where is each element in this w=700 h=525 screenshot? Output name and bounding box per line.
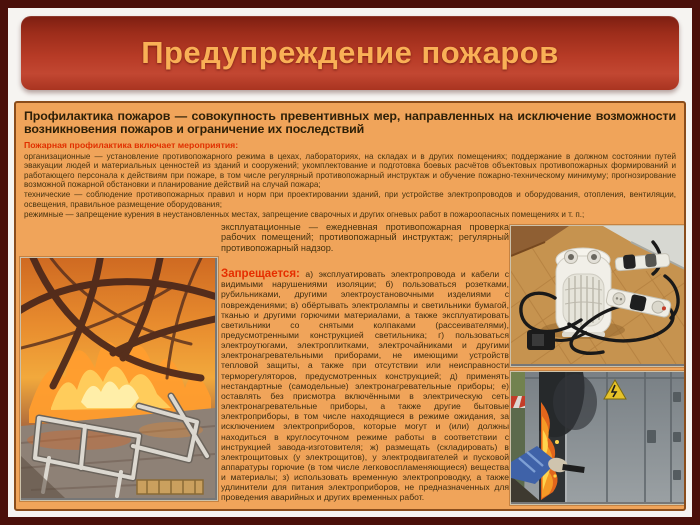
prohibited-paragraph <box>221 269 509 503</box>
overloaded-sockets-heater-photo <box>510 225 686 367</box>
content-panel <box>14 101 686 511</box>
burning-electrical-cabinet-photo <box>510 371 686 505</box>
heater-illustration <box>511 226 686 364</box>
measure-organizational: организационные — установление противопожарного режима в цехах, лабораториях, на складах и в других помещениях; поддержание в должном состоянии путей эвакуации людей и материальных ценностей из зданий и сооружений; укомплектование и подготовка боевых расчётов объектовых противопожарных формирований и работающего персонала к действиям при пожаре, в том числе регулярный противопожарный инструктаж и обучение пожарно-техническому минимуму; прогнозирование возможной пожарной обстановки и планирование действий на случай пожара; <box>24 151 676 190</box>
three-column-area <box>24 221 676 507</box>
middle-text-column <box>221 222 509 503</box>
fire-debris-illustration <box>21 258 215 498</box>
title-banner <box>21 16 679 90</box>
prohibited-text: а) эксплуатировать электропровода и кабели с видимыми нарушениями изоляции; б) пользоваться розетками, рубильниками, другими электроустановочными изделиями с повреждениями; в) обёртывать электролампы и светильники бумагой, тканью и другими горючими материалами, а также эксплуатировать светильники со снятыми колпаками (рассеивателями), предусмотренными конструкцией светильника; г) пользоваться электроутюгами, электроплитками, электрочайниками и другими электронагревательными приборами, не имеющими устройств тепловой защиты, а также при отсутствии или неисправности терморегуляторов, предусмотренных конструкцией; д) применять нестандартные (самодельные) электронагревательные приборы; е) оставлять без присмотра включёнными в электрическую сеть электронагревательные приборы, а также другие бытовые электроприборы, в том числе находящиеся в режиме ожидания, за исключением электроприборов, которые могут и (или) должны находиться в круглосуточном режиме работы в соответствии с инструкцией завода-изготовителя; ж) размещать (складировать) в электрощитовых (у электрощитов), у электродвигателей и пусковой аппаратуры горючие (в том числе легковоспламеняющиеся) вещества и материалы; з) использовать временную электропроводку, а также удлинители для питания электроприборов, не предназначенных для проведения аварийных и других временных работ. <box>221 269 509 503</box>
fire-debris-photo <box>20 257 218 501</box>
page-title: Предупреждение пожаров <box>141 35 559 70</box>
cabinet-illustration <box>511 372 686 502</box>
prohibited-heading: Запрещается: <box>221 268 300 281</box>
measure-operational: эксплуатационные — ежедневная противопожарная проверка рабочих помещений; противопожарный инструктаж; регулярный противопожарный надзор. <box>221 221 509 254</box>
measure-regime: режимные — запрещение курения в неустановленных местах, запрещение сварочных и других огневых работ в пожароопасных помещениях и т. п.; <box>24 210 585 220</box>
measure-technical: технические — соблюдение противопожарных правил и норм при проектировании зданий, при устройстве электропроводов и оборудования, отопления, вентиляции, освещения, правильное размещение оборудования; <box>24 190 676 209</box>
measures-heading: Пожарная профилактика включает мероприятия: <box>24 139 239 150</box>
intro-definition: Профилактика пожаров — совокупность превентивных мер, направленных на исключение возможности возникновения пожаров и ограничение их последствий <box>24 109 676 137</box>
